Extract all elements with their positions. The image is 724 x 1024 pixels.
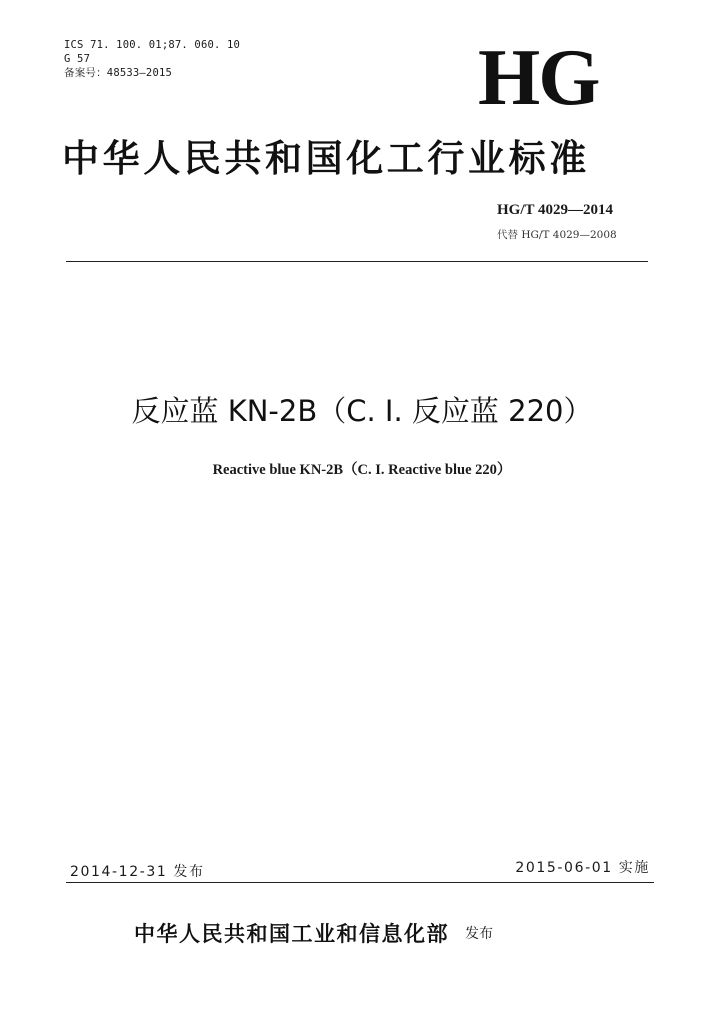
standard-category-title: 中华人民共和国化工行业标准 [62,136,590,180]
implementation-date: 2015-06-01 实施 [515,860,650,876]
document-title-english: Reactive blue KN-2B（C. I. Reactive blue 220） [212,462,512,478]
standard-number: HG/T 4029—2014 [497,202,613,218]
record-number: 备案号：48533—2015 [64,67,173,79]
issuer-line [134,916,493,955]
hg-logo: HG [478,34,599,122]
top-divider [66,261,648,262]
issue-date: 2014-12-31 发布 [70,864,205,880]
replaces-standard: 代替 HG/T 4029—2008 [497,229,617,241]
classification-code: G 57 [64,53,91,65]
issuer-name: 中华人民共和国工业和信息化部 [134,921,449,946]
bottom-divider [66,882,654,883]
ics-code: ICS 71. 100. 01;87. 060. 10 [64,39,241,51]
issuer-action: 发布 [465,926,493,942]
document-title-chinese: 反应蓝 KN-2B（C. I. 反应蓝 220） [131,394,593,428]
